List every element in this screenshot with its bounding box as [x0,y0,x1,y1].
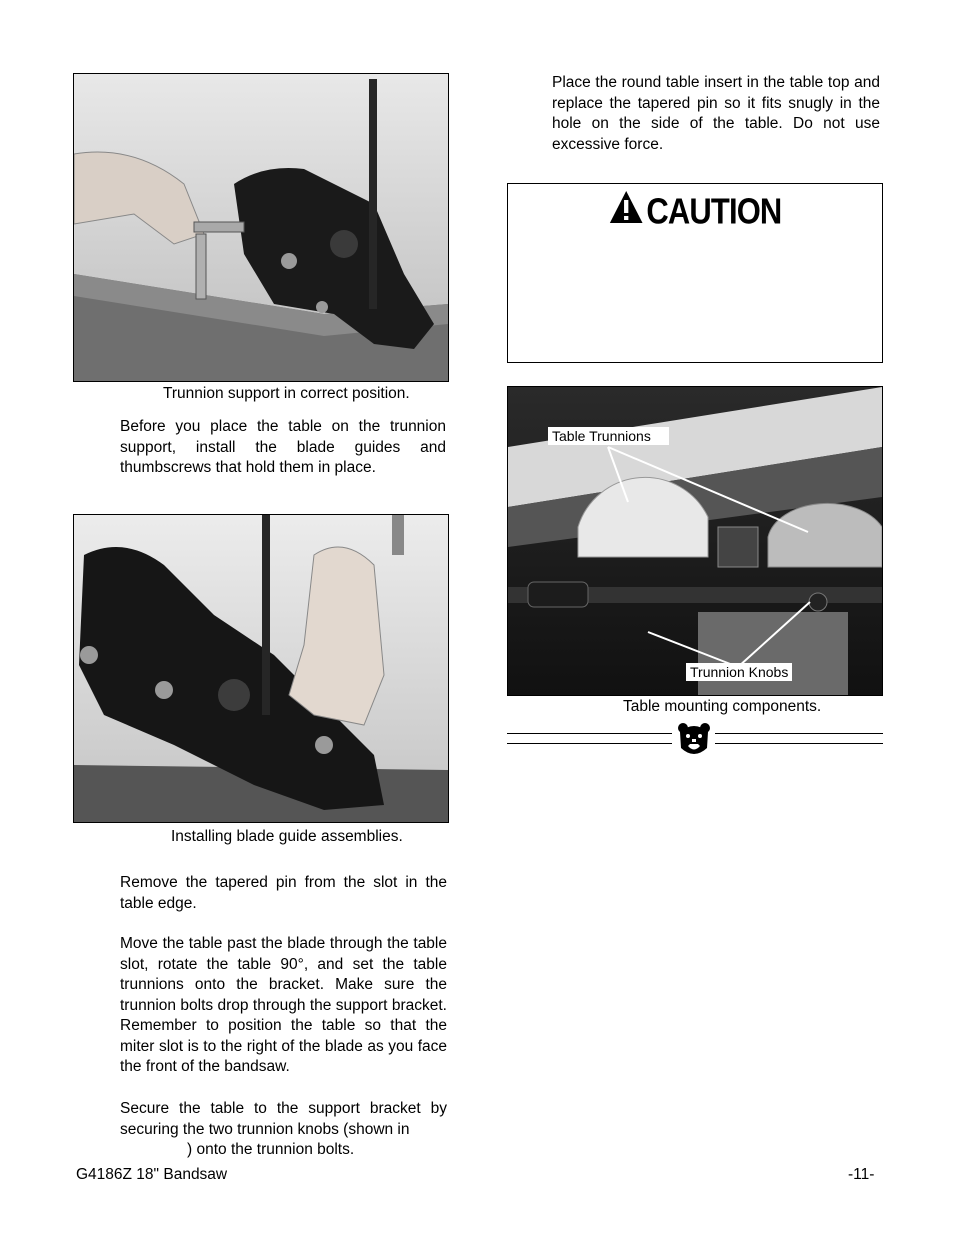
figure-1-caption: Trunnion support in correct position. [163,385,410,402]
photo-trunnion-support [74,74,448,381]
left-paragraph-1-text: Before you place the table on the trunnion support, install the blade guides and thumbscrews that hold them in place. [120,418,446,476]
bear-logo-icon [677,722,711,763]
left-paragraph-4-text-a: Secure the table to the support bracket by securing the two trunnion knobs (shown in [120,1100,447,1138]
footer-page-number: -11- [848,1166,875,1183]
left-paragraph-4 [120,1099,447,1161]
left-paragraph-3-text: Move the table past the blade through the table slot, rotate the table 90°, and set the table trunnions onto the bracket. Make sure the trunnion bolts drop through the support bracket. Remember to position the table so that the miter slot is to the right of the blade as you face the front of the bandsaw. [120,935,447,1075]
label-table-trunnions: Table Trunnions [548,427,669,445]
left-paragraph-2 [120,873,447,914]
section-divider [507,728,883,758]
caution-box [507,183,883,363]
right-paragraph-1-text: Place the round table insert in the table top and replace the tapered pin so it fits snugly in the hole on the side of the table. Do not use excessive force. [552,74,880,153]
figure-2-caption: Installing blade guide assemblies. [171,828,403,845]
caution-title [534,188,856,233]
photo-blade-guides [74,515,448,822]
figure-3-caption: Table mounting components. [623,698,822,715]
left-paragraph-3 [120,934,447,1078]
figure-trunnion-support-photo [73,73,449,382]
figure-table-mounting-photo [507,386,883,696]
footer-model-name: G4186Z 18" Bandsaw [76,1166,228,1183]
left-paragraph-4-text-b: ) onto the trunnion bolts. [187,1141,355,1158]
label-trunnion-knobs: Trunnion Knobs [686,663,792,681]
right-paragraph-1 [552,73,880,155]
figure-blade-guides-photo [73,514,449,823]
left-paragraph-1 [120,417,446,479]
left-paragraph-2-text: Remove the tapered pin from the slot in the table edge. [120,874,447,912]
warning-triangle-icon [609,190,643,233]
caution-title-text: CAUTION [646,190,782,232]
